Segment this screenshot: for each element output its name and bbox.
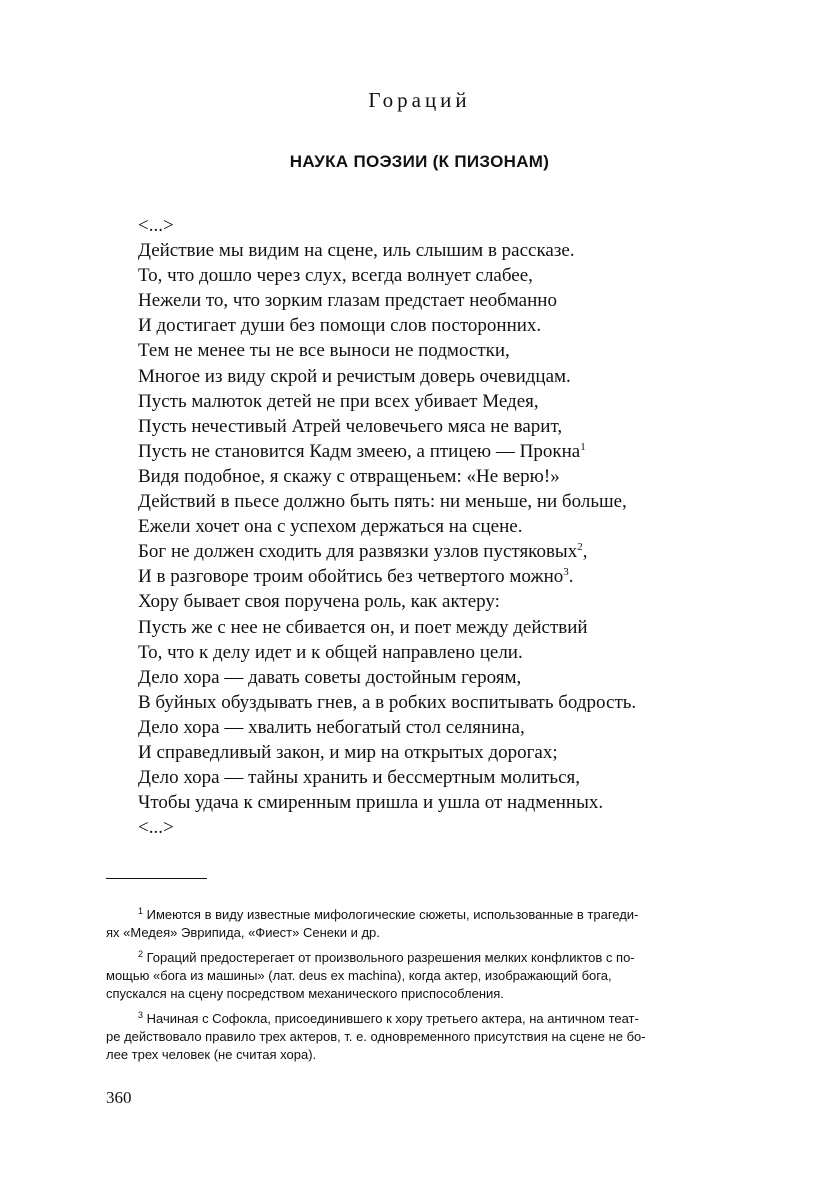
poem-line-text: Многое из виду скрой и речистым доверь очевидцам. xyxy=(138,365,571,387)
poem-line-text: Дело хора — тайны хранить и бессмертным молиться, xyxy=(138,767,581,789)
footnote-line xyxy=(106,1046,716,1064)
footnotes xyxy=(106,906,716,1071)
footnote-line xyxy=(106,924,716,942)
footnote-marker[interactable]: 3 xyxy=(563,566,569,579)
footnote-marker[interactable]: 2 xyxy=(577,541,583,554)
poem-line xyxy=(138,364,708,389)
footnote-marker[interactable]: 1 xyxy=(580,440,586,453)
footnote xyxy=(106,949,716,1003)
poem-line-text: И достигает души без помощи слов посторонних. xyxy=(138,315,542,337)
poem-line xyxy=(138,489,708,514)
footnote-line xyxy=(106,985,716,1003)
poem-line-text: В буйных обуздывать гнев, а в робких воспитывать бодрость. xyxy=(138,691,637,713)
author-name: Гораций xyxy=(368,88,471,112)
footnote-number: 1 xyxy=(138,906,144,916)
footnote-number: 3 xyxy=(138,1010,144,1020)
footnote-line xyxy=(106,1010,716,1028)
poem-line xyxy=(138,815,708,840)
footnote xyxy=(106,906,716,942)
poem-line xyxy=(138,539,708,564)
page-number: 360 xyxy=(106,1088,132,1107)
poem-line xyxy=(138,690,708,715)
poem-line xyxy=(138,414,708,439)
footnote-divider xyxy=(106,878,207,879)
poem-line-text: Чтобы удача к смиренным пришла и ушла от надменных. xyxy=(138,792,604,814)
poem-line-text: То, что дошло через слух, всегда волнует слабее, xyxy=(138,265,533,287)
poem-line-text: Хору бывает своя поручена роль, как актеру: xyxy=(138,591,500,613)
poem-line-text: <...> xyxy=(138,817,174,839)
poem-line xyxy=(138,263,708,288)
poem-line xyxy=(138,288,708,313)
footnote xyxy=(106,1010,716,1064)
footnote-line-text: лее трех человек (не считая хора). xyxy=(106,1047,317,1062)
poem-line-text: Действие мы видим на сцене, иль слышим в рассказе. xyxy=(138,240,575,262)
poem-line-text: Бог не должен сходить для развязки узлов пустяковых xyxy=(138,541,578,563)
poem-text xyxy=(138,213,708,840)
poem-line xyxy=(138,589,708,614)
work-title: НАУКА ПОЭЗИИ (К ПИЗОНАМ) xyxy=(289,152,550,171)
footnote-line-text: Гораций предостерегает от произвольного разрешения мелких конфликтов с по- xyxy=(146,950,635,965)
footnote-line-text: ре действовало правило трех актеров, т. е. одновременного присутствия на сцене не бо- xyxy=(106,1029,646,1044)
footnote-number: 2 xyxy=(138,949,144,959)
poem-line-text: Пусть малюток детей не при всех убивает Медея, xyxy=(138,390,539,412)
footnote-line-text: мощью «бога из машины» (лат. deus ex machina), когда актер, изображающий бога, xyxy=(106,968,612,983)
poem-line-text: <...> xyxy=(138,215,174,236)
poem-line-text: Пусть не становится Кадм змеею, а птицею — Прокна xyxy=(138,440,581,462)
poem-line-text: И справедливый закон, и мир на открытых дорогах; xyxy=(138,741,558,763)
poem-line-text: Дело хора — давать советы достойным героям, xyxy=(138,666,522,688)
footnote-line-text: Начиная с Софокла, присоединившего к хору третьего актера, на античном теат- xyxy=(146,1011,639,1026)
poem-line xyxy=(138,615,708,640)
poem-line xyxy=(138,665,708,690)
footnote-line xyxy=(106,906,716,924)
poem-line-text: То, что к делу идет и к общей направлено цели. xyxy=(138,641,523,663)
poem-line xyxy=(138,715,708,740)
poem-line-text: Пусть нечестивый Атрей человечьего мяса не варит, xyxy=(138,415,563,437)
poem-line xyxy=(138,439,708,464)
poem-line xyxy=(138,238,708,263)
poem-line xyxy=(138,765,708,790)
poem-line-text: Пусть же с нее не сбивается он, и поет между действий xyxy=(138,616,588,638)
poem-line-punctuation: . xyxy=(568,566,574,588)
poem-line-text: Видя подобное, я скажу с отвращеньем: «Не верю!» xyxy=(138,465,560,487)
footnote-line xyxy=(106,949,716,967)
footnote-line xyxy=(106,967,716,985)
poem-line-text: Дело хора — хвалить небогатый стол селянина, xyxy=(138,716,525,738)
poem-line xyxy=(138,464,708,489)
poem-line xyxy=(138,640,708,665)
poem-line xyxy=(138,514,708,539)
poem-line xyxy=(138,740,708,765)
poem-line-text: Нежели то, что зорким глазам предстает необманно xyxy=(138,290,557,312)
footnote-line-text: Имеются в виду известные мифологические сюжеты, использованные в трагеди- xyxy=(146,907,639,922)
footnote-line xyxy=(106,1028,716,1046)
poem-line-text: Ежели хочет она с успехом держаться на сцене. xyxy=(138,516,523,538)
poem-line-punctuation: , xyxy=(582,541,588,563)
poem-line xyxy=(138,564,708,589)
poem-line-text: И в разговоре троим обойтись без четвертого можно xyxy=(138,566,564,588)
poem-line xyxy=(138,790,708,815)
poem-line xyxy=(138,338,708,363)
poem-line xyxy=(138,313,708,338)
poem-line xyxy=(138,213,708,238)
poem-line-text: Действий в пьесе должно быть пять: ни меньше, ни больше, xyxy=(138,491,627,513)
poem-line xyxy=(138,389,708,414)
poem-line-text: Тем не менее ты не все выноси не подмостки, xyxy=(138,340,510,362)
footnote-line-text: спускался на сцену посредством механического приспособления. xyxy=(106,986,504,1001)
footnote-line-text: ях «Медея» Эврипида, «Фиест» Сенеки и др. xyxy=(106,925,380,940)
